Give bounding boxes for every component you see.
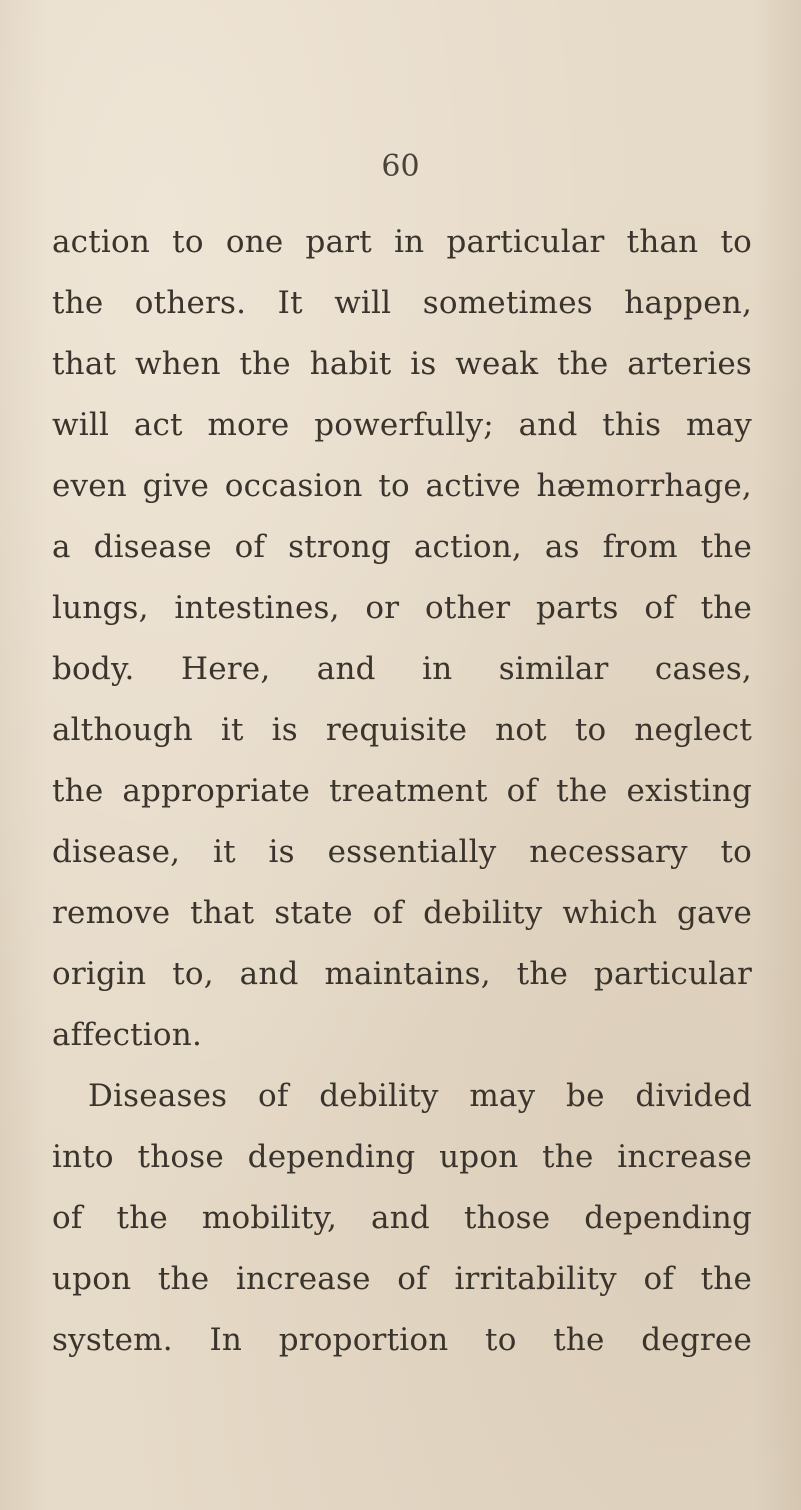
text-line: although it is requisite not to neglect: [52, 712, 752, 748]
text-line: lungs, intestines, or other parts of the: [52, 590, 752, 626]
page-number: 60: [381, 149, 420, 184]
text-line: origin to, and maintains, the particular: [52, 956, 752, 992]
text-line: into those depending upon the increase: [52, 1139, 752, 1175]
text-line: Diseases of debility may be divided: [88, 1078, 752, 1114]
text-line: affection.: [52, 1017, 202, 1053]
text-line: system. In proportion to the degree: [52, 1322, 752, 1358]
text-line: the appropriate treatment of the existing: [52, 773, 752, 809]
text-line: of the mobility, and those depending: [52, 1200, 752, 1236]
text-line: disease, it is essentially necessary to: [52, 834, 752, 870]
text-line: will act more powerfully; and this may: [52, 407, 752, 443]
text-line: remove that state of debility which gave: [52, 895, 752, 931]
text-line: action to one part in particular than to: [52, 224, 752, 260]
text-line: even give occasion to active hæmorrhage,: [52, 468, 752, 504]
text-line: body. Here, and in similar cases,: [52, 651, 752, 687]
text-line: upon the increase of irritability of the: [52, 1261, 752, 1297]
text-line: that when the habit is weak the arteries: [52, 346, 752, 382]
body-text: [52, 212, 752, 1371]
text-line: a disease of strong action, as from the: [52, 529, 752, 565]
text-line: the others. It will sometimes happen,: [52, 285, 752, 321]
